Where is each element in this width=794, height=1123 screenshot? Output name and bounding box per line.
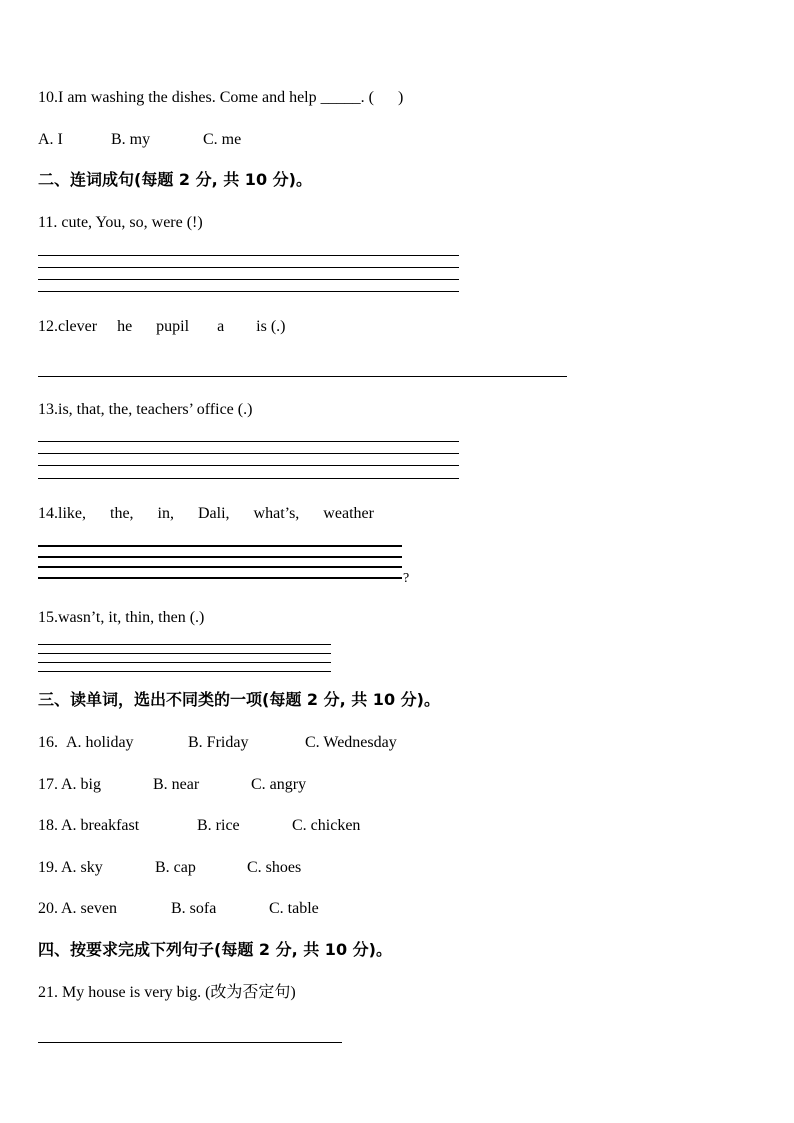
question-19-number: 19. (38, 859, 58, 876)
question-17-number: 17. (38, 776, 58, 793)
question-20-option-b: B. sofa (171, 900, 217, 917)
question-16-option-b: B. Friday (188, 734, 249, 751)
answer-line (38, 556, 402, 558)
question-12-text: 12.clever he pupil a is (.) (38, 318, 286, 335)
answer-line (38, 644, 331, 645)
question-18-option-b: B. rice (197, 817, 240, 834)
answer-line (38, 453, 459, 454)
answer-line (38, 291, 459, 292)
question-19-option-c: C. shoes (247, 859, 302, 876)
question-10-option-b: B. my (111, 131, 151, 148)
answer-line (38, 671, 331, 672)
answer-line (38, 255, 459, 256)
question-20-option-c: C. table (269, 900, 319, 917)
question-12-answer-line[interactable] (38, 376, 567, 377)
answer-line (38, 545, 402, 547)
question-10-option-a: A. I (38, 131, 63, 148)
answer-line (38, 279, 459, 280)
answer-line (38, 267, 459, 268)
question-15-text: 15.wasn’t, it, thin, then (.) (38, 609, 205, 626)
question-16-option-c: C. Wednesday (305, 734, 397, 751)
question-18-option-a: A. breakfast (61, 817, 140, 834)
question-17-option-b: B. near (153, 776, 200, 793)
question-21-text: 21. My house is very big. (改为否定句) (38, 984, 296, 1001)
question-14-text: 14.like, the, in, Dali, what’s, weather (38, 505, 374, 522)
answer-line (38, 653, 331, 654)
question-20-number: 20. (38, 900, 58, 917)
question-10-option-c: C. me (203, 131, 242, 148)
question-11-text: 11. cute, You, so, were (!) (38, 214, 203, 231)
question-21-answer-line[interactable] (38, 1042, 342, 1043)
answer-line (38, 566, 402, 568)
answer-line (38, 465, 459, 466)
question-18-option-c: C. chicken (292, 817, 361, 834)
question-20-option-a: A. seven (61, 900, 117, 917)
question-19-option-b: B. cap (155, 859, 196, 876)
answer-line (38, 662, 331, 663)
question-16-option-a: A. holiday (66, 734, 134, 751)
answer-line (38, 577, 402, 579)
answer-line (38, 478, 459, 479)
question-14-end-mark: ? (403, 571, 410, 586)
question-18-number: 18. (38, 817, 58, 834)
question-17-option-c: C. angry (251, 776, 307, 793)
answer-line (38, 441, 459, 442)
section-4-heading: 四、按要求完成下列句子(每题 2 分, 共 10 分)。 (38, 940, 392, 959)
section-2-heading: 二、连词成句(每题 2 分, 共 10 分)。 (38, 170, 312, 189)
question-10-text: 10.I am washing the dishes. Come and help _____. ( ) (38, 89, 404, 106)
question-19-option-a: A. sky (61, 859, 103, 876)
question-17-option-a: A. big (61, 776, 101, 793)
question-13-text: 13.is, that, the, teachers’ office (.) (38, 401, 253, 418)
question-16-number: 16. (38, 734, 58, 751)
section-3-heading: 三、读单词，选出不同类的一项(每题 2 分, 共 10 分)。 (38, 690, 440, 709)
